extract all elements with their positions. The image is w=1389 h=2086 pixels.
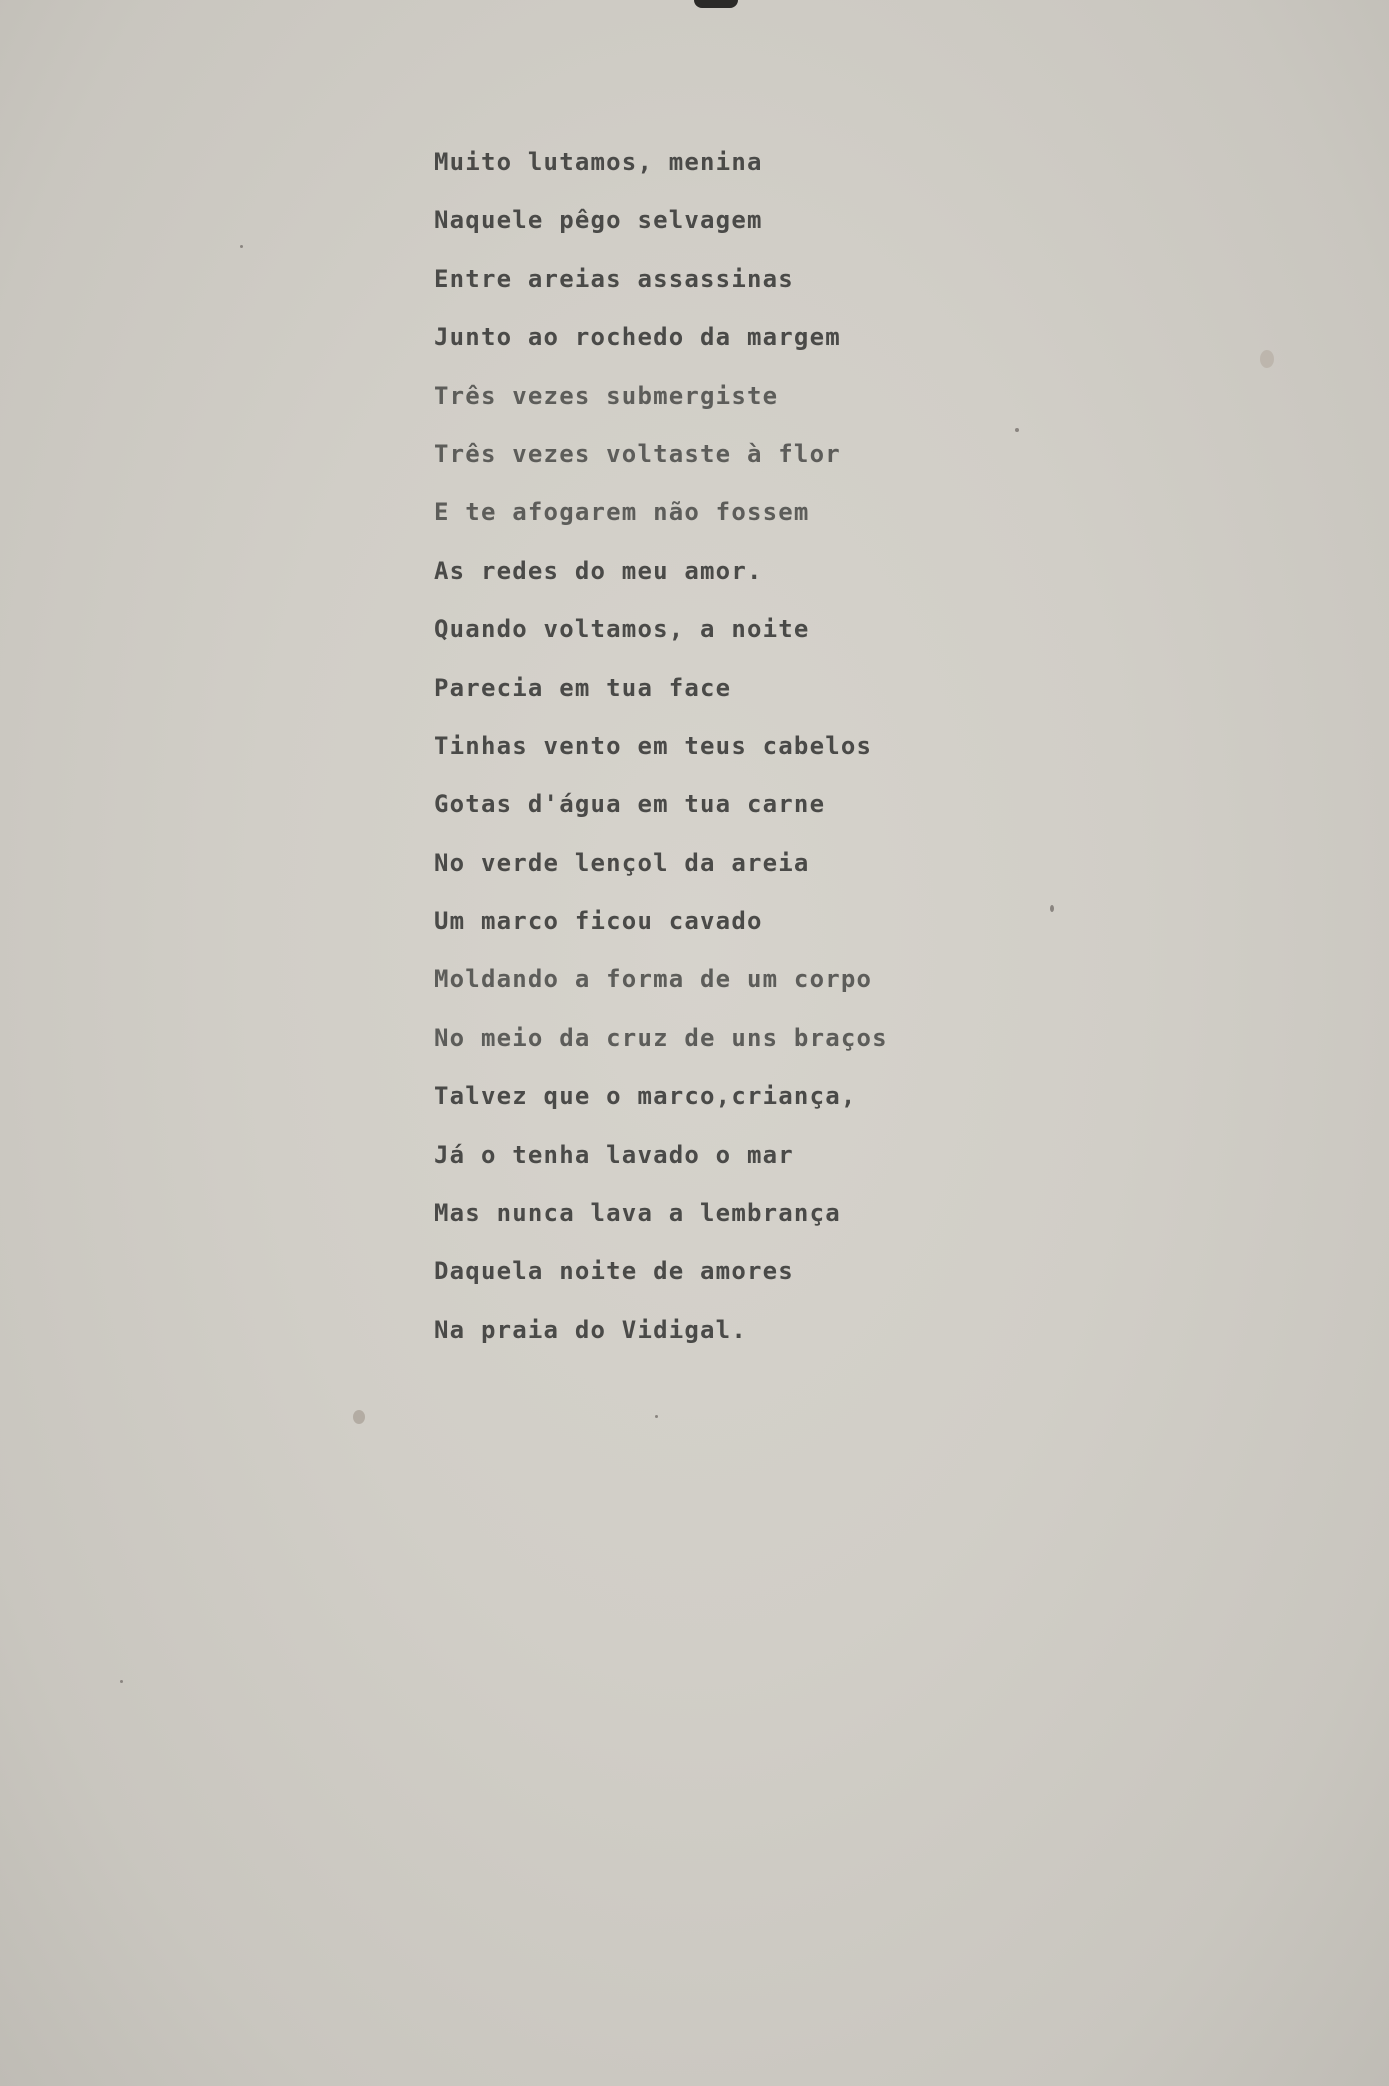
poem-line: As redes do meu amor. xyxy=(434,556,763,585)
poem-line: Três vezes voltaste à flor xyxy=(434,439,841,468)
poem-text xyxy=(434,142,994,1368)
paper-speck xyxy=(655,1415,658,1418)
poem-line: Naquele pêgo selvagem xyxy=(434,206,763,235)
paper-speck xyxy=(353,1410,365,1424)
poem-line: Quando voltamos, a noite xyxy=(434,615,810,644)
paper-speck xyxy=(120,1680,123,1683)
paper-speck xyxy=(1260,350,1274,368)
poem-line: Tinhas vento em teus cabelos xyxy=(434,731,873,760)
poem-line: Três vezes submergiste xyxy=(434,381,779,410)
poem-line: E te afogarem não fossem xyxy=(434,498,810,527)
poem-line: No verde lençol da areia xyxy=(434,848,810,877)
poem-line: Moldando a forma de um corpo xyxy=(434,965,873,994)
poem-line: No meio da cruz de uns braços xyxy=(434,1023,888,1052)
poem-line: Daquela noite de amores xyxy=(434,1257,794,1286)
poem-line: Na praia do Vidigal. xyxy=(434,1315,747,1344)
poem-line: Gotas d'água em tua carne xyxy=(434,790,826,819)
poem-line: Já o tenha lavado o mar xyxy=(434,1140,794,1169)
paper-speck xyxy=(1050,905,1054,912)
poem-line: Parecia em tua face xyxy=(434,673,732,702)
poem-line: Talvez que o marco,criança, xyxy=(434,1082,857,1111)
paper-clip-mark xyxy=(694,0,738,8)
poem-line: Um marco ficou cavado xyxy=(434,907,763,936)
poem-line: Mas nunca lava a lembrança xyxy=(434,1199,841,1228)
paper-speck xyxy=(240,245,243,248)
poem-line: Entre areias assassinas xyxy=(434,264,794,293)
poem-line: Muito lutamos, menina xyxy=(434,148,763,176)
paper-speck xyxy=(1015,428,1019,432)
poem-line: Junto ao rochedo da margem xyxy=(434,323,841,352)
